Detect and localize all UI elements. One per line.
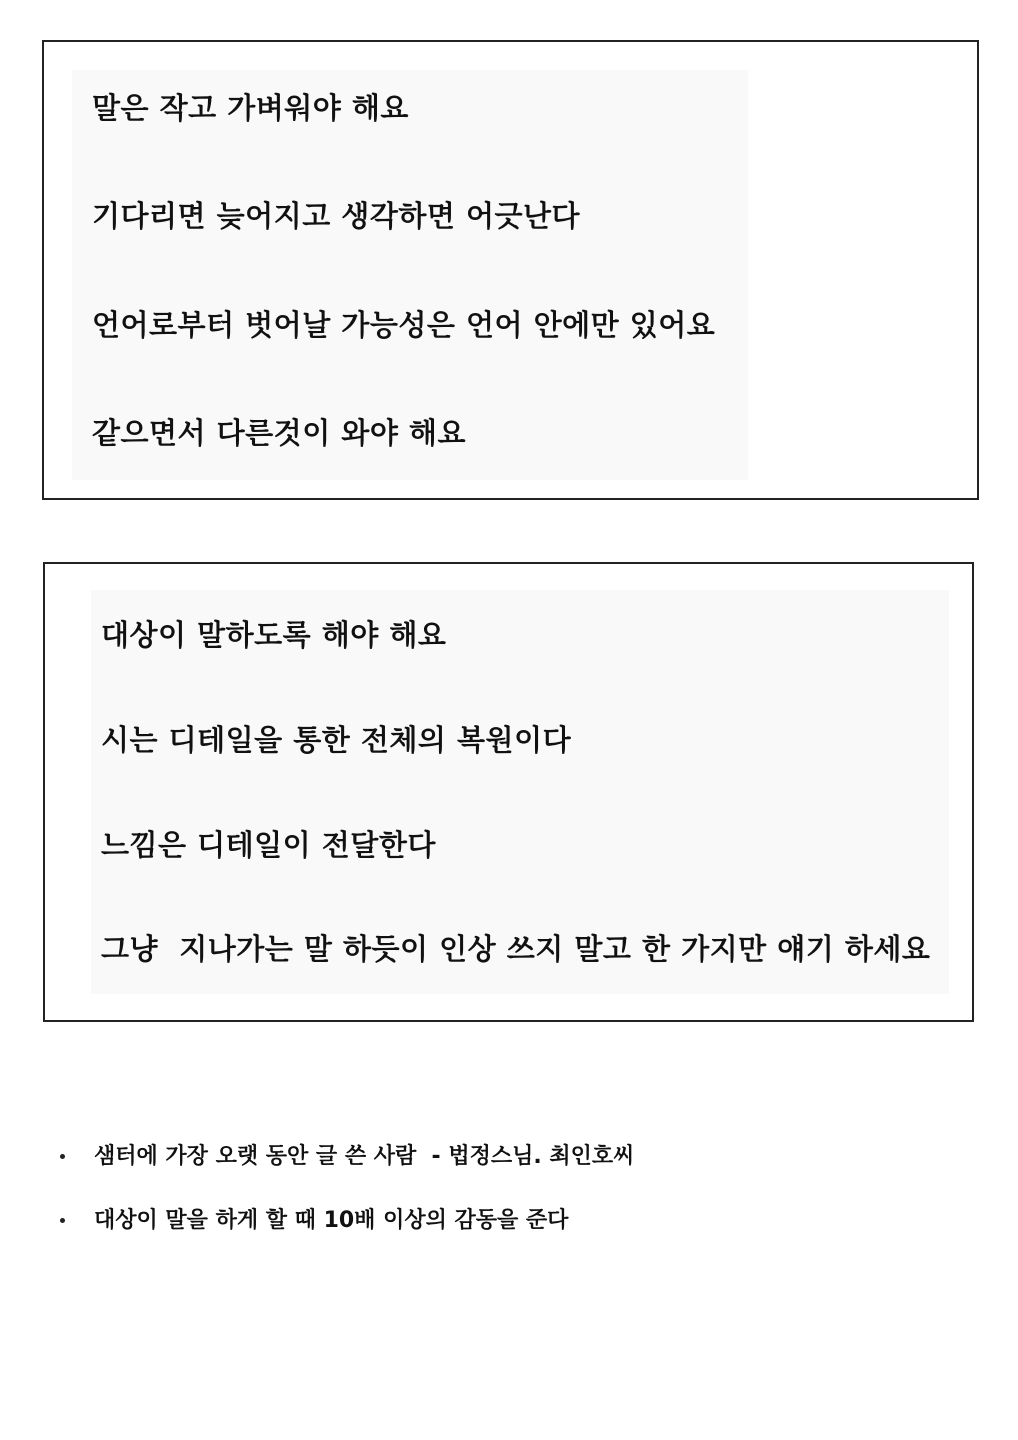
quote-line: 같으면서 다른것이 와야 해요: [92, 416, 466, 450]
quote-box-2: [43, 562, 974, 1022]
bullet-dot-icon: [60, 1218, 65, 1223]
quote-line: 말은 작고 가벼워야 해요: [92, 91, 409, 125]
quote-line: 시는 디테일을 통한 전체의 복원이다: [101, 723, 572, 757]
list-item: [56, 1141, 635, 1173]
quote-line: 대상이 말하도록 해야 해요: [101, 618, 447, 652]
quote-line: 그냥 지나가는 말 하듯이 인상 쓰지 말고 한 가지만 얘기 하세요: [101, 932, 931, 966]
quote-line: 느낌은 디테일이 전달한다: [101, 828, 436, 862]
list-item: [56, 1205, 569, 1237]
list-item-text: 샘터에 가장 오랫 동안 글 쓴 사람 - 법정스님. 최인호씨: [94, 1144, 635, 1169]
bullet-dot-icon: [60, 1154, 65, 1159]
quote-line: 기다리면 늦어지고 생각하면 어긋난다: [92, 199, 581, 233]
list-item-text: 대상이 말을 하게 할 때 10배 이상의 감동을 준다: [94, 1208, 569, 1233]
quote-box-1: [42, 40, 979, 500]
quote-line: 언어로부터 벗어날 가능성은 언어 안에만 있어요: [92, 308, 716, 342]
